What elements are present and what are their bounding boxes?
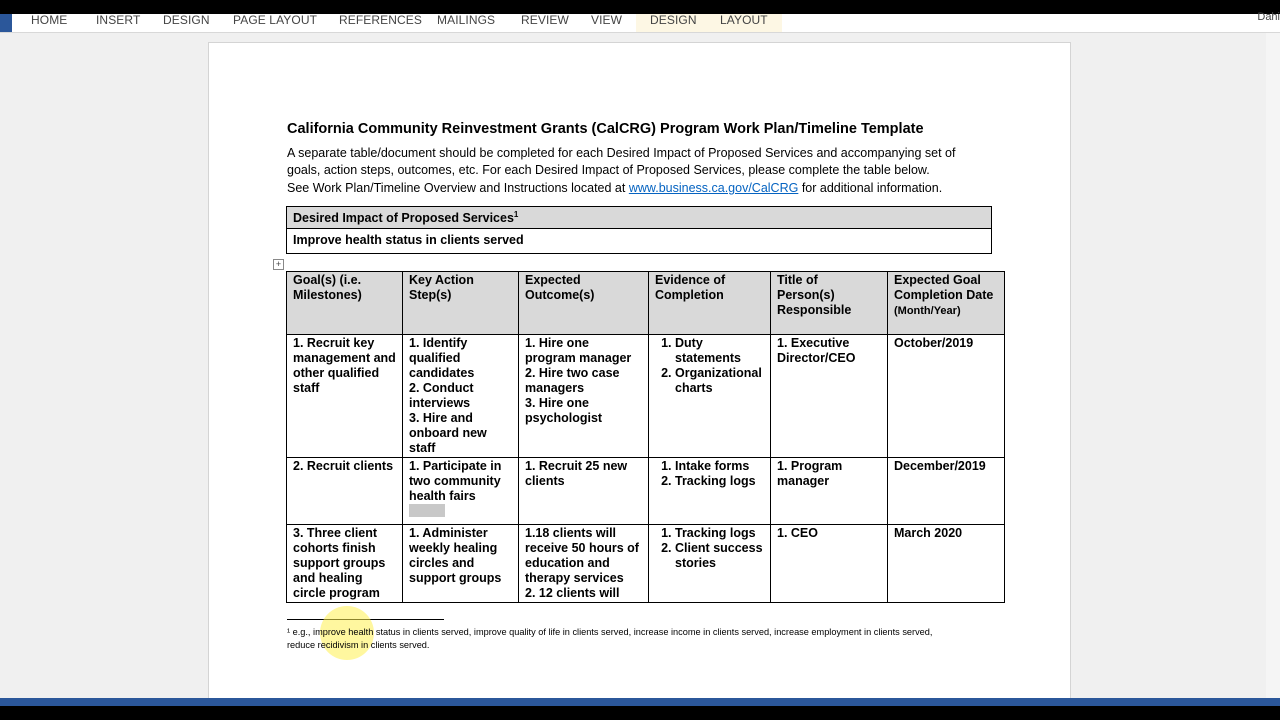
tab-page-layout[interactable]: PAGE LAYOUT <box>233 13 318 27</box>
table-row <box>287 335 1005 458</box>
desired-impact-header-label: Desired Impact of Proposed Services <box>293 211 514 226</box>
intro-line-3 <box>287 181 942 195</box>
cell-date[interactable]: December/2019 <box>888 458 1005 525</box>
col-header-action-steps[interactable]: Key Action Step(s) <box>403 272 519 335</box>
cell-goal[interactable]: 2. Recruit clients <box>287 458 403 525</box>
cell-date[interactable]: October/2019 <box>888 335 1005 458</box>
tab-view[interactable]: VIEW <box>591 13 623 27</box>
col-header-evidence[interactable]: Evidence of Completion <box>649 272 771 335</box>
tab-table-design[interactable]: DESIGN <box>636 14 711 32</box>
cell-date[interactable]: March 2020 <box>888 525 1005 603</box>
ribbon-tabs <box>0 11 1280 33</box>
screen-bottom-edge <box>0 706 1280 720</box>
tab-table-layout[interactable]: LAYOUT <box>706 14 782 32</box>
selection-highlight <box>409 504 445 517</box>
cell-goal[interactable]: 3. Three client cohorts finish support groups and healing circle program <box>287 525 403 603</box>
cell-outcomes[interactable]: 1. Hire one program manager 2. Hire two case managers 3. Hire one psychologist <box>519 335 649 458</box>
work-plan-table <box>286 271 1005 603</box>
table-header-row <box>287 272 1005 335</box>
cell-outcomes[interactable]: 1. Recruit 25 new clients <box>519 458 649 525</box>
vertical-scrollbar[interactable] <box>1266 33 1280 698</box>
intro-line-1: A separate table/document should be completed for each Desired Impact of Proposed Services and accompanying set of <box>287 146 956 160</box>
col-header-outcomes[interactable]: Expected Outcome(s) <box>519 272 649 335</box>
desired-impact-table <box>286 206 992 254</box>
intro-line-3-prefix: See Work Plan/Timeline Overview and Instructions located at <box>287 181 629 195</box>
desired-impact-header <box>287 207 991 229</box>
cell-action-steps[interactable]: 1. Participate in two community health fairs <box>403 458 519 525</box>
intro-line-3-suffix: for additional information. <box>798 181 943 195</box>
table-move-handle-icon[interactable]: + <box>273 259 284 270</box>
tab-review[interactable]: REVIEW <box>521 13 569 27</box>
col-header-completion-date[interactable]: Expected Goal Completion Date (Month/Year) <box>888 272 1005 335</box>
desired-impact-value[interactable]: Improve health status in clients served <box>293 233 524 247</box>
cell-evidence[interactable]: 1. Duty statements 2. Organizational charts <box>649 335 771 458</box>
table-row <box>287 525 1005 603</box>
cell-responsible[interactable]: 1. Executive Director/CEO <box>771 335 888 458</box>
cell-evidence[interactable]: 1. Intake forms 2. Tracking logs <box>649 458 771 525</box>
col-header-responsible[interactable]: Title of Person(s) Responsible <box>771 272 888 335</box>
tab-references[interactable]: REFERENCES <box>339 13 423 27</box>
document-title: California Community Reinvestment Grants (CalCRG) Program Work Plan/Timeline Template <box>287 121 924 137</box>
cell-action-steps[interactable]: 1. Identify qualified candidates 2. Conduct interviews 3. Hire and onboard new staff <box>403 335 519 458</box>
footnote-ref[interactable]: 1 <box>513 210 519 219</box>
tab-design[interactable]: DESIGN <box>163 13 210 27</box>
cell-action-steps[interactable]: 1. Administer weekly healing circles and support groups <box>403 525 519 603</box>
file-tab[interactable] <box>0 14 12 32</box>
col-header-goals[interactable]: Goal(s) (i.e. Milestones) <box>287 272 403 335</box>
cell-responsible[interactable]: 1. CEO <box>771 525 888 603</box>
user-name[interactable]: Dahi <box>1257 11 1280 23</box>
tab-home[interactable]: HOME <box>31 13 68 27</box>
footnote-line-2[interactable]: reduce recidivism in clients served. <box>287 640 430 650</box>
title-bar <box>0 0 1280 14</box>
cell-evidence[interactable]: 1. Tracking logs 2. Client success stories <box>649 525 771 603</box>
table-row <box>287 458 1005 525</box>
cell-goal[interactable]: 1. Recruit key management and other qualified staff <box>287 335 403 458</box>
intro-line-2: goals, action steps, outcomes, etc. For each Desired Impact of Proposed Services, please complete the table below. <box>287 163 930 177</box>
footnote-line-1[interactable]: ¹ e.g., improve health status in clients served, improve quality of life in clients served, increase income in clients served, increase employment in clients served, <box>287 627 933 637</box>
tab-mailings[interactable]: MAILINGS <box>437 13 496 27</box>
cell-responsible[interactable]: 1. Program manager <box>771 458 888 525</box>
calcrg-link[interactable]: www.business.ca.gov/CalCRG <box>628 181 799 195</box>
tab-insert[interactable]: INSERT <box>96 13 141 27</box>
cell-outcomes[interactable]: 1.18 clients will receive 50 hours of education and therapy services 2. 12 clients will <box>519 525 649 603</box>
